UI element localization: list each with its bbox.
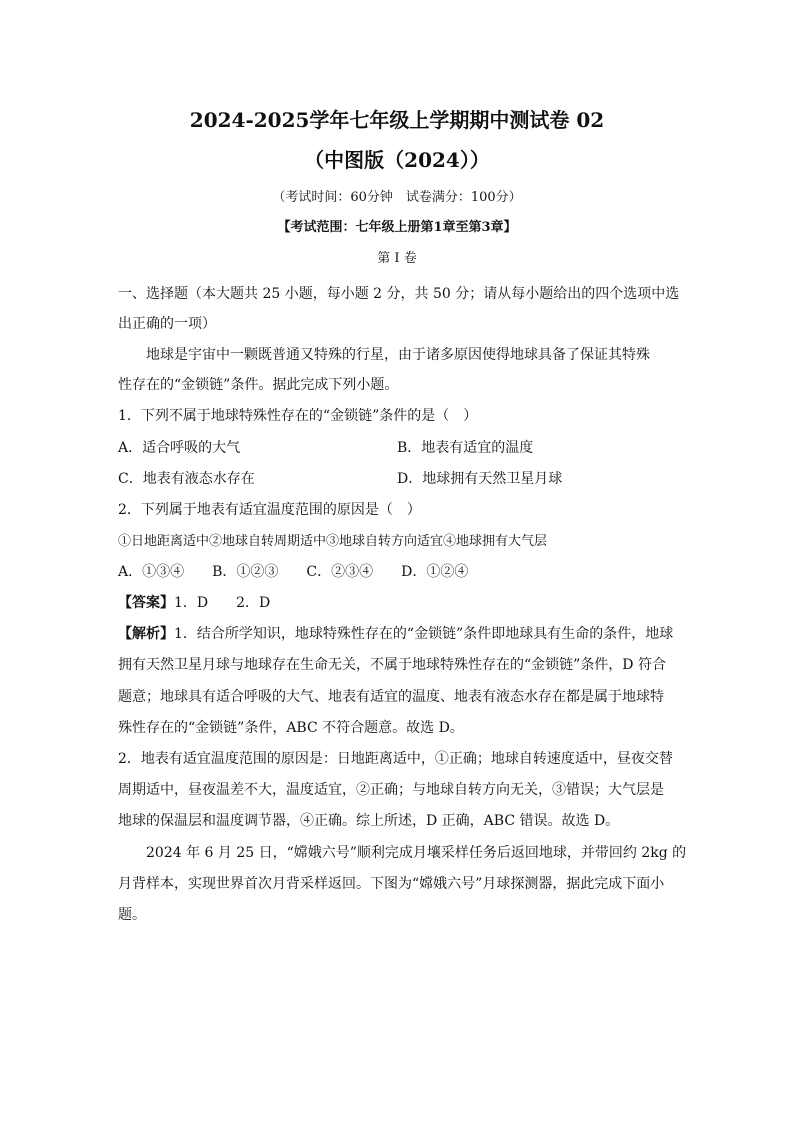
section-heading-line1: 一、选择题（本大题共 25 小题，每小题 2 分，共 50 分；请从每小题给出的四个选项中选 <box>118 286 680 302</box>
q1-option-d: D．地球拥有天然卫星月球 <box>397 471 563 487</box>
answer-line <box>118 592 678 612</box>
answer-text: 1．D 2．D <box>174 595 271 611</box>
exam-subtitle: （中图版（2024）） <box>304 148 490 172</box>
q2-options: A．①③④ B．①②③ C．②③④ D．①②④ <box>118 564 469 580</box>
q1-option-c: C．地表有液态水存在 <box>118 471 255 487</box>
volume-label: 第 I 卷 <box>377 251 417 266</box>
analysis-line3: 题意；地球具有适合呼吸的大气、地表有适宜的温度、地表有液态水存在都是属于地球特 <box>118 689 664 705</box>
q1-option-a: A．适合呼吸的大气 <box>118 440 241 456</box>
analysis-line5: 2．地表有适宜温度范围的原因是：日地距离适中，①正确；地球自转速度适中，昼夜交替 <box>118 751 673 767</box>
analysis-line2: 拥有天然卫星月球与地球存在生命无关，不属于地球特殊性存在的“金锁链”条件，D 符合 <box>118 657 666 673</box>
exam-scope: 【考试范围：七年级上册第1章至第3章】 <box>277 220 517 235</box>
q2-stem: 2．下列属于地表有适宜温度范围的原因是（ ） <box>118 502 421 518</box>
passage2-line3: 题。 <box>118 907 146 923</box>
analysis-label: 【解析】 <box>118 626 174 642</box>
passage1-line2: 性存在的“金锁链”条件。据此完成下列小题。 <box>118 377 399 393</box>
analysis-line1 <box>118 623 678 643</box>
analysis-line4: 殊性存在的“金锁链”条件，ABC 不符合题意。故选 D。 <box>118 720 464 736</box>
exam-title: 2024-2025学年七年级上学期期中测试卷 02 <box>189 108 605 132</box>
analysis-line7: 地球的保温层和温度调节器，④正确。综上所述，D 正确，ABC 错误。故选 D。 <box>118 813 620 829</box>
q1-stem: 1．下列不属于地球特殊性存在的“金锁链”条件的是（ ） <box>118 408 478 424</box>
answer-label: 【答案】 <box>118 595 174 611</box>
q1-option-b: B．地表有适宜的温度 <box>397 440 534 456</box>
exam-info: （考试时间：60分钟 试卷满分：100分） <box>272 190 522 205</box>
passage1-line1: 地球是宇宙中一颗既普通又特殊的行星，由于诸多原因使得地球具备了保证其特殊 <box>146 347 650 363</box>
passage2-line2: 月背样本，实现世界首次月背采样返回。下图为“嫦娥六号”月球探测器，据此完成下面小 <box>118 876 665 892</box>
analysis-line6: 周期适中，昼夜温差不大，温度适宜，②正确；与地球自转方向无关，③错误；大气层是 <box>118 782 664 798</box>
passage2-line1: 2024 年 6 月 25 日，“嫦娥六号”顺利完成月壤采样任务后返回地球，并带回约 2kg 的 <box>146 845 687 861</box>
analysis-text-1: 1．结合所学知识，地球特殊性存在的“金锁链”条件即地球具有生命的条件，地球 <box>174 626 674 642</box>
section-heading-line2: 出正确的一项） <box>118 316 216 332</box>
q2-statements: ①日地距离适中②地球自转周期适中③地球自转方向适宜④地球拥有大气层 <box>118 534 548 549</box>
